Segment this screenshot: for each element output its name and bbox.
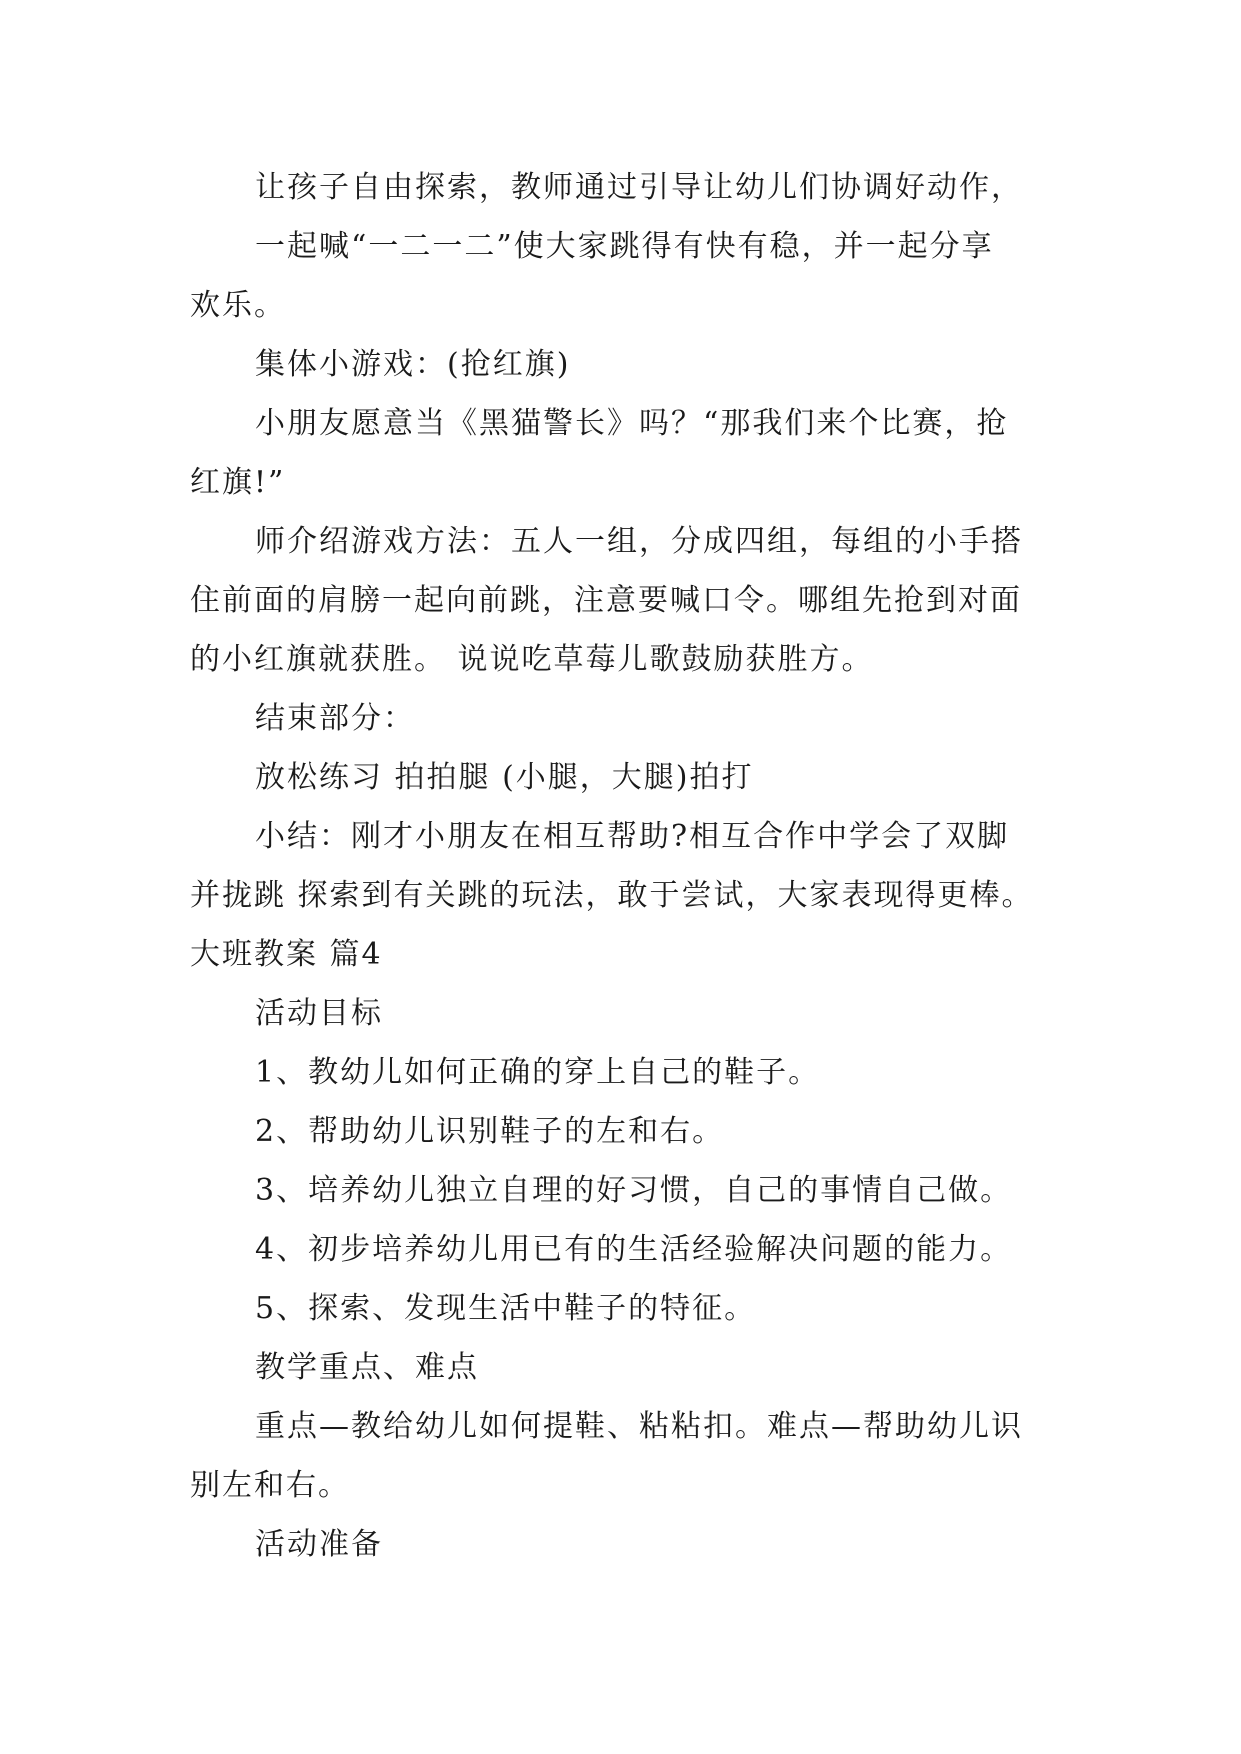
section-label: 结束部分： [255,701,415,736]
paragraph-line: 住前面的肩膀一起向前跳，注意要喊口令。哪组先抢到对面 [190,583,1022,618]
paragraph-line: 小朋友愿意当《黑猫警长》吗？“那我们来个比赛，抢 [255,406,1009,441]
list-item: 5、探索、发现生活中鞋子的特征。 [255,1291,757,1326]
list-item: 2、帮助幼儿识别鞋子的左和右。 [255,1114,725,1149]
paragraph-line: 的小红旗就获胜。 说说吃草莓儿歌鼓励获胜方。 [190,642,874,677]
paragraph-line: 小结：刚才小朋友在相互帮助?相互合作中学会了双脚 [255,819,1010,854]
section-label: 活动目标 [255,996,383,1031]
section-title: 大班教案 篇4 [190,937,383,972]
paragraph-line: 一起喊“一二一二”使大家跳得有快有稳，并一起分享 [255,229,994,264]
list-item: 4、初步培养幼儿用已有的生活经验解决问题的能力。 [255,1232,1013,1267]
paragraph-line: 红旗!” [190,465,286,500]
section-label: 教学重点、难点 [255,1350,479,1385]
section-label: 活动准备 [255,1527,383,1562]
paragraph-line: 欢乐。 [190,288,286,323]
paragraph-line: 并拢跳 探索到有关跳的玩法，敢于尝试，大家表现得更棒。 [190,878,1034,913]
paragraph-line: 放松练习 拍拍腿 (小腿，大腿)拍打 [255,760,754,795]
paragraph-line: 师介绍游戏方法：五人一组，分成四组，每组的小手搭 [255,524,1023,559]
paragraph-line: 别左和右。 [190,1468,350,1503]
list-item: 1、教幼儿如何正确的穿上自己的鞋子。 [255,1055,821,1090]
paragraph-line: 重点—教给幼儿如何提鞋、粘粘扣。难点—帮助幼儿识 [255,1409,1023,1444]
paragraph-line: 让孩子自由探索，教师通过引导让幼儿们协调好动作， [255,170,1023,205]
list-item: 3、培养幼儿独立自理的好习惯，自己的事情自己做。 [255,1173,1013,1208]
section-label: 集体小游戏：(抢红旗) [255,347,571,382]
document-body [190,158,1070,1574]
